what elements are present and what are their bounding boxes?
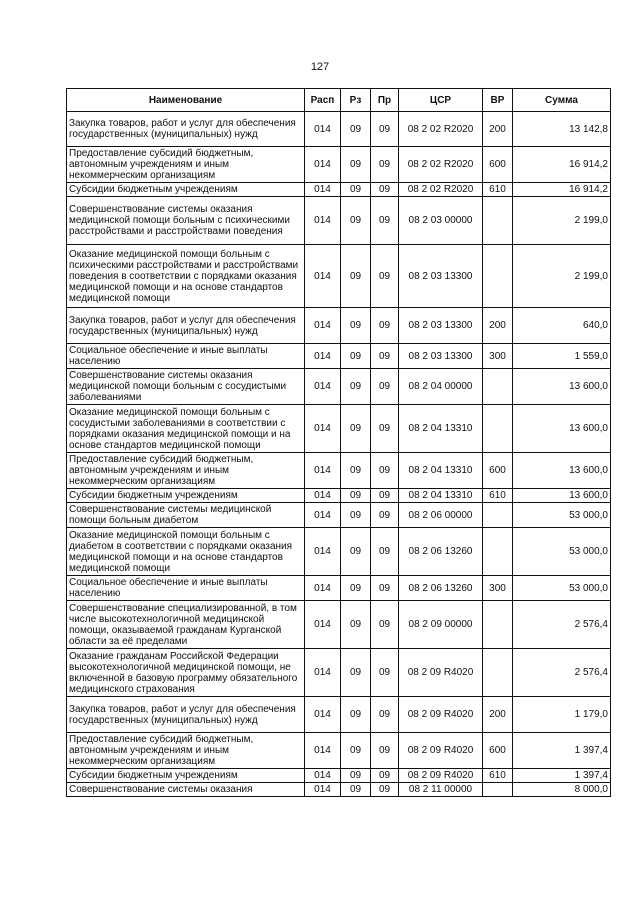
row-pr: 09 — [371, 197, 399, 245]
row-rasp: 014 — [305, 576, 341, 601]
row-csr: 08 2 02 R2020 — [399, 147, 483, 183]
row-name: Оказание гражданам Российской Федерации высокотехнологичной медицинской помощи, не включенной в базовую программу обязательного медицинского страхования — [67, 649, 305, 697]
row-vr: 600 — [483, 453, 513, 489]
row-pr: 09 — [371, 112, 399, 147]
row-rasp: 014 — [305, 369, 341, 405]
row-vr: 200 — [483, 308, 513, 344]
row-sum: 16 914,2 — [513, 183, 611, 197]
row-csr: 08 2 02 R2020 — [399, 112, 483, 147]
row-pr: 09 — [371, 528, 399, 576]
table-row — [67, 769, 611, 783]
row-name: Субсидии бюджетным учреждениям — [67, 183, 305, 197]
row-pr: 09 — [371, 649, 399, 697]
table-row — [67, 369, 611, 405]
row-pr: 09 — [371, 576, 399, 601]
row-pr: 09 — [371, 308, 399, 344]
row-vr — [483, 783, 513, 797]
row-name: Оказание медицинской помощи больным с диабетом в соответствии с порядками оказания медицинской помощи и на основе стандартов медицинской помощи — [67, 528, 305, 576]
row-csr: 08 2 06 00000 — [399, 503, 483, 528]
row-rz: 09 — [341, 183, 371, 197]
row-name: Субсидии бюджетным учреждениям — [67, 769, 305, 783]
table-row — [67, 245, 611, 308]
row-rasp: 014 — [305, 112, 341, 147]
row-rz: 09 — [341, 528, 371, 576]
row-name: Совершенствование системы медицинской помощи больным диабетом — [67, 503, 305, 528]
row-sum: 13 600,0 — [513, 405, 611, 453]
row-rasp: 014 — [305, 489, 341, 503]
row-csr: 08 2 03 13300 — [399, 245, 483, 308]
row-rz: 09 — [341, 576, 371, 601]
row-name: Совершенствование системы оказания медицинской помощи больным с психическими расстройствами и расстройствами поведения — [67, 197, 305, 245]
row-csr: 08 2 04 13310 — [399, 405, 483, 453]
row-rz: 09 — [341, 697, 371, 733]
row-vr: 200 — [483, 112, 513, 147]
row-sum: 8 000,0 — [513, 783, 611, 797]
row-pr: 09 — [371, 489, 399, 503]
row-csr: 08 2 11 00000 — [399, 783, 483, 797]
header-pr: Пр — [371, 89, 399, 112]
row-csr: 08 2 09 R4020 — [399, 649, 483, 697]
row-rz: 09 — [341, 245, 371, 308]
row-sum: 53 000,0 — [513, 576, 611, 601]
row-pr: 09 — [371, 405, 399, 453]
row-csr: 08 2 09 R4020 — [399, 769, 483, 783]
row-vr: 610 — [483, 183, 513, 197]
table-row — [67, 783, 611, 797]
table-row — [67, 344, 611, 369]
row-rz: 09 — [341, 453, 371, 489]
row-name: Предоставление субсидий бюджетным, автономным учреждениям и иным некоммерческим организациям — [67, 733, 305, 769]
row-vr: 610 — [483, 769, 513, 783]
header-name: Наименование — [67, 89, 305, 112]
table-row — [67, 697, 611, 733]
row-sum: 2 576,4 — [513, 649, 611, 697]
row-sum: 1 397,4 — [513, 733, 611, 769]
row-vr — [483, 528, 513, 576]
row-vr: 200 — [483, 697, 513, 733]
row-sum: 640,0 — [513, 308, 611, 344]
row-pr: 09 — [371, 733, 399, 769]
row-rasp: 014 — [305, 503, 341, 528]
row-sum: 13 600,0 — [513, 369, 611, 405]
row-csr: 08 2 09 R4020 — [399, 697, 483, 733]
row-vr: 600 — [483, 147, 513, 183]
header-sum: Сумма — [513, 89, 611, 112]
row-rz: 09 — [341, 369, 371, 405]
row-rasp: 014 — [305, 649, 341, 697]
row-pr: 09 — [371, 503, 399, 528]
row-rz: 09 — [341, 344, 371, 369]
row-sum: 13 142,8 — [513, 112, 611, 147]
header-csr: ЦСР — [399, 89, 483, 112]
row-vr — [483, 601, 513, 649]
row-name: Совершенствование специализированной, в том числе высокотехнологичной медицинской помощи, оказываемой гражданам Курганской области за её пределами — [67, 601, 305, 649]
row-sum: 2 199,0 — [513, 245, 611, 308]
row-csr: 08 2 03 13300 — [399, 344, 483, 369]
row-rasp: 014 — [305, 405, 341, 453]
row-name: Совершенствование системы оказания — [67, 783, 305, 797]
row-pr: 09 — [371, 601, 399, 649]
row-name: Оказание медицинской помощи больным с психическими расстройствами и расстройствами поведения в соответствии с порядками оказания медицинской помощи и на основе стандартов медицинской помощи — [67, 245, 305, 308]
row-rz: 09 — [341, 783, 371, 797]
row-rasp: 014 — [305, 769, 341, 783]
row-rz: 09 — [341, 308, 371, 344]
table-row — [67, 733, 611, 769]
table-row — [67, 308, 611, 344]
row-rz: 09 — [341, 405, 371, 453]
row-rasp: 014 — [305, 308, 341, 344]
row-pr: 09 — [371, 183, 399, 197]
row-rasp: 014 — [305, 783, 341, 797]
row-rasp: 014 — [305, 697, 341, 733]
table-body — [67, 112, 611, 797]
row-rasp: 014 — [305, 733, 341, 769]
row-name: Социальное обеспечение и иные выплаты населению — [67, 344, 305, 369]
row-rasp: 014 — [305, 245, 341, 308]
row-rasp: 014 — [305, 197, 341, 245]
row-rz: 09 — [341, 197, 371, 245]
table-row — [67, 183, 611, 197]
row-csr: 08 2 04 13310 — [399, 453, 483, 489]
row-pr: 09 — [371, 769, 399, 783]
table-row — [67, 453, 611, 489]
row-rasp: 014 — [305, 453, 341, 489]
row-sum: 13 600,0 — [513, 453, 611, 489]
row-sum: 1 397,4 — [513, 769, 611, 783]
table-row — [67, 489, 611, 503]
row-name: Совершенствование системы оказания медицинской помощи больным с сосудистыми заболеваниями — [67, 369, 305, 405]
row-rasp: 014 — [305, 528, 341, 576]
row-vr — [483, 369, 513, 405]
row-csr: 08 2 03 00000 — [399, 197, 483, 245]
row-name: Закупка товаров, работ и услуг для обеспечения государственных (муниципальных) нужд — [67, 697, 305, 733]
row-rz: 09 — [341, 649, 371, 697]
table-row — [67, 197, 611, 245]
row-name: Закупка товаров, работ и услуг для обеспечения государственных (муниципальных) нужд — [67, 308, 305, 344]
row-csr: 08 2 04 00000 — [399, 369, 483, 405]
row-sum: 2 576,4 — [513, 601, 611, 649]
row-vr — [483, 245, 513, 308]
row-csr: 08 2 09 00000 — [399, 601, 483, 649]
row-pr: 09 — [371, 344, 399, 369]
table-row — [67, 503, 611, 528]
row-rz: 09 — [341, 769, 371, 783]
row-sum: 16 914,2 — [513, 147, 611, 183]
row-name: Субсидии бюджетным учреждениям — [67, 489, 305, 503]
table-header-row — [67, 89, 611, 112]
budget-table — [66, 88, 611, 797]
row-rz: 09 — [341, 733, 371, 769]
row-vr — [483, 649, 513, 697]
table-row — [67, 112, 611, 147]
row-sum: 53 000,0 — [513, 503, 611, 528]
row-vr — [483, 197, 513, 245]
header-rz: Рз — [341, 89, 371, 112]
row-sum: 1 179,0 — [513, 697, 611, 733]
row-vr: 300 — [483, 576, 513, 601]
row-name: Социальное обеспечение и иные выплаты населению — [67, 576, 305, 601]
row-csr: 08 2 06 13260 — [399, 576, 483, 601]
row-pr: 09 — [371, 783, 399, 797]
row-rz: 09 — [341, 601, 371, 649]
row-csr: 08 2 02 R2020 — [399, 183, 483, 197]
row-pr: 09 — [371, 245, 399, 308]
row-rz: 09 — [341, 112, 371, 147]
row-pr: 09 — [371, 369, 399, 405]
row-sum: 1 559,0 — [513, 344, 611, 369]
table-row — [67, 147, 611, 183]
row-csr: 08 2 03 13300 — [399, 308, 483, 344]
row-rasp: 014 — [305, 601, 341, 649]
row-sum: 13 600,0 — [513, 489, 611, 503]
row-vr: 300 — [483, 344, 513, 369]
header-vr: ВР — [483, 89, 513, 112]
row-sum: 2 199,0 — [513, 197, 611, 245]
row-vr — [483, 503, 513, 528]
row-csr: 08 2 06 13260 — [399, 528, 483, 576]
row-pr: 09 — [371, 147, 399, 183]
row-name: Закупка товаров, работ и услуг для обеспечения государственных (муниципальных) нужд — [67, 112, 305, 147]
row-vr: 600 — [483, 733, 513, 769]
table-row — [67, 528, 611, 576]
row-sum: 53 000,0 — [513, 528, 611, 576]
row-vr — [483, 405, 513, 453]
row-rz: 09 — [341, 503, 371, 528]
row-pr: 09 — [371, 453, 399, 489]
row-name: Оказание медицинской помощи больным с сосудистыми заболеваниями в соответствии с порядками оказания медицинской помощи и на основе стандартов медицинской помощи — [67, 405, 305, 453]
header-rasp: Расп — [305, 89, 341, 112]
table-row — [67, 649, 611, 697]
row-rasp: 014 — [305, 147, 341, 183]
row-pr: 09 — [371, 697, 399, 733]
row-rasp: 014 — [305, 344, 341, 369]
row-name: Предоставление субсидий бюджетным, автономным учреждениям и иным некоммерческим организациям — [67, 147, 305, 183]
row-csr: 08 2 04 13310 — [399, 489, 483, 503]
page-number: 127 — [310, 61, 330, 73]
row-rasp: 014 — [305, 183, 341, 197]
table-row — [67, 601, 611, 649]
row-name: Предоставление субсидий бюджетным, автономным учреждениям и иным некоммерческим организациям — [67, 453, 305, 489]
row-vr: 610 — [483, 489, 513, 503]
table-row — [67, 405, 611, 453]
table-row — [67, 576, 611, 601]
row-rz: 09 — [341, 489, 371, 503]
row-rz: 09 — [341, 147, 371, 183]
row-csr: 08 2 09 R4020 — [399, 733, 483, 769]
